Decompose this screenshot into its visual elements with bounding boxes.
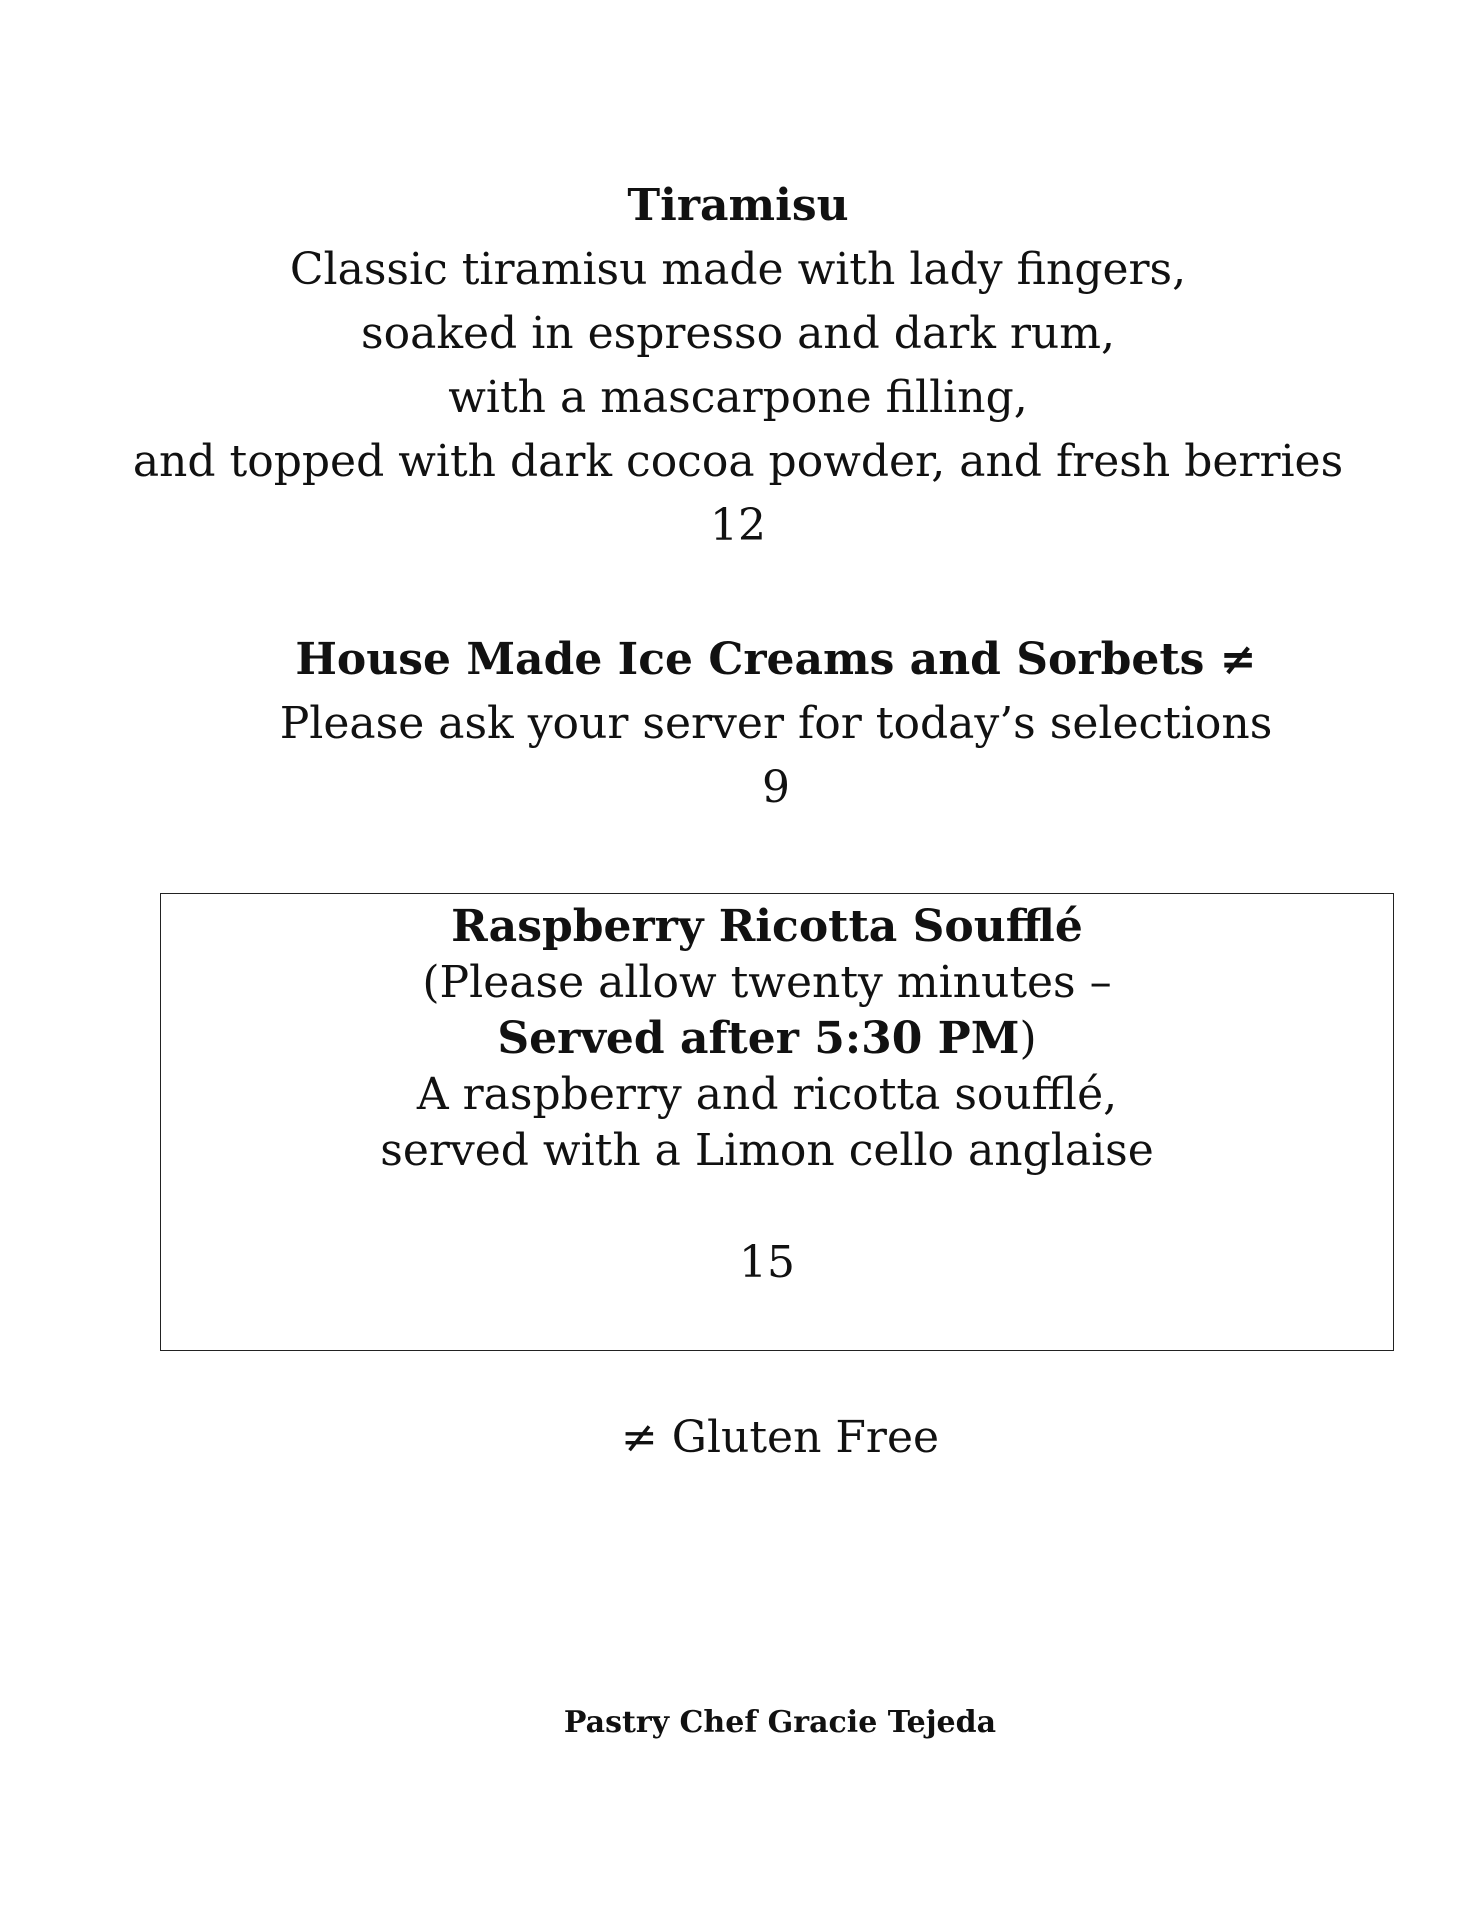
ice-cream-price: 9 [762,762,790,813]
tiramisu-title: Tiramisu [627,180,849,231]
tiramisu-desc-line-4: and topped with dark cocoa powder, and fresh berries [132,436,1344,487]
tiramisu-price: 12 [710,500,766,551]
tiramisu-desc-line-3: with a mascarpone filling, [448,372,1028,423]
tiramisu-desc-line-1: Classic tiramisu made with lady fingers, [289,244,1187,295]
souffle-desc-line-1: A raspberry and ricotta soufflé, [416,1069,1118,1120]
souffle-box [160,893,1394,1351]
souffle-served-after: Served after 5:30 PM [497,1013,1020,1064]
souffle-price: 15 [739,1237,795,1288]
souffle-desc-line-2: served with a Limon cello anglaise [380,1125,1154,1176]
tiramisu-desc-line-2: soaked in espresso and dark rum, [361,308,1115,359]
souffle-title: Raspberry Ricotta Soufflé [451,901,1083,952]
gluten-free-legend: ≠ Gluten Free [620,1412,940,1463]
ice-cream-title: House Made Ice Creams and Sorbets ≠ [295,634,1257,685]
souffle-note-line-1: (Please allow twenty minutes – [422,957,1112,1008]
souffle-note-close: ) [1019,1013,1037,1064]
pastry-chef-signature: Pastry Chef Gracie Tejeda [563,1705,997,1740]
souffle-note-line-2 [151,1011,1383,1067]
ice-cream-description: Please ask your server for today’s selections [279,698,1273,749]
